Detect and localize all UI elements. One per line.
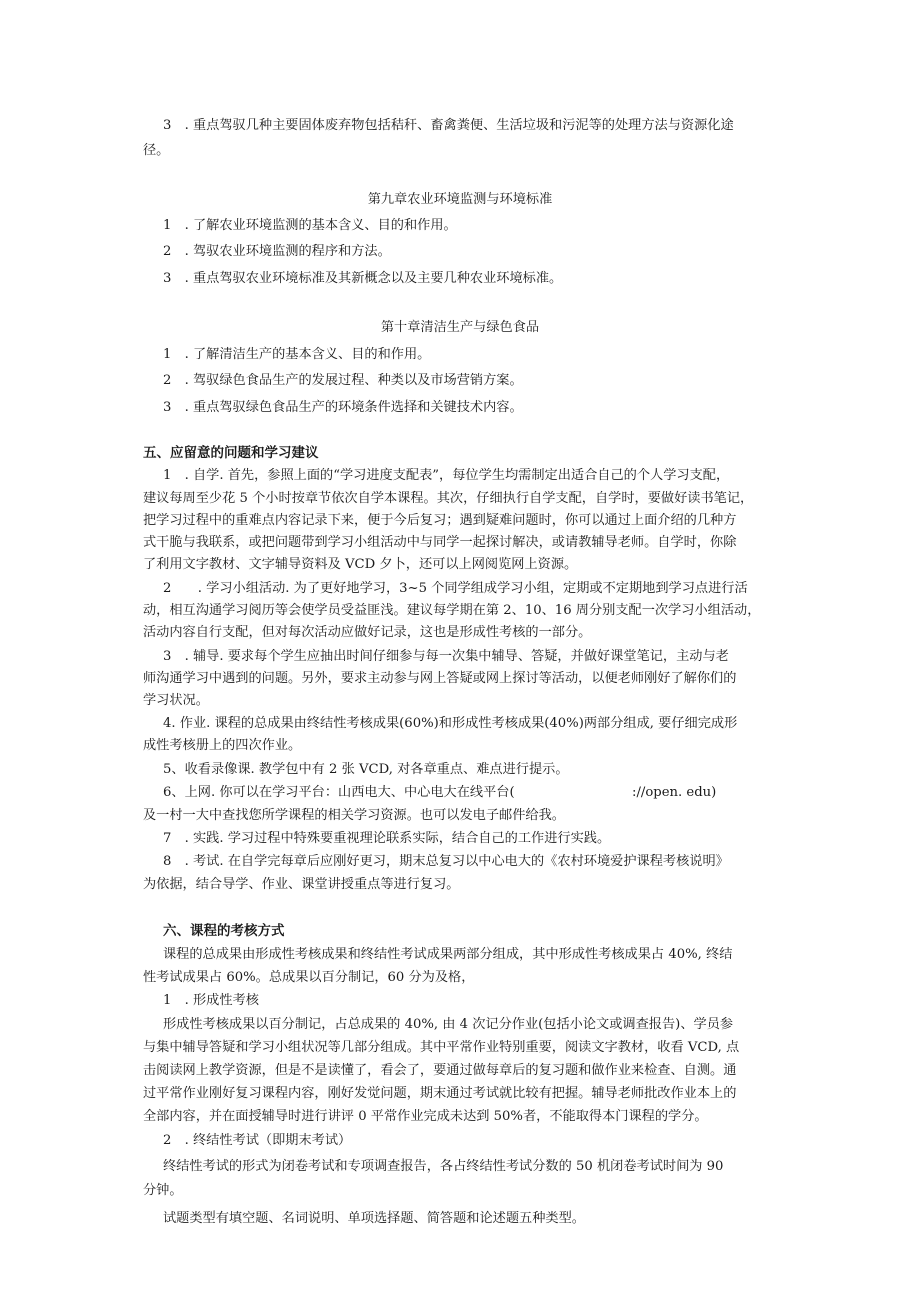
- sec5-p3-line3: 学习状况。: [143, 693, 209, 708]
- sec5-p8-line1: 8 . 考试. 在自学完每章后应刚好更习，期末总复习以中心电大的《农村环境爱护课程考核说明》: [163, 854, 729, 869]
- sec5-p1-line5: 了利用文字教材、文字辅导资料及 VCD 夕卜，还可以上网阅览网上资源。: [143, 557, 578, 572]
- sec5-heading: 五、应留意的问题和学习建议: [143, 445, 319, 461]
- sec5-p3-line1: 3 . 辅导. 要求每个学生应抽出时间仔细参与每一次集中辅导、答疑，并做好课堂笔记，主动与老: [163, 649, 729, 664]
- ch9-title: 第九章农业环境监测与环境标准: [367, 192, 553, 207]
- sec5-p1-line3: 把学习过程中的重难点内容记录下来，便于今后复习；遇到疑难问题时，你可以通过上面介绍的几种方: [143, 513, 737, 528]
- sec6-sub2-line1: 终结性考试的形式为闭卷考试和专项调查报告，各占终结性考试分数的 50 机闭卷考试时间为 90: [163, 1159, 724, 1174]
- sec6-sub2-line2: 分钟。: [143, 1183, 183, 1198]
- ch9-item2: 2 . 驾驭农业环境监测的程序和方法。: [163, 244, 391, 259]
- sec5-p7-line1: 7 . 实践. 学习过程中特殊要重视理论联系实际，结合自己的工作进行实践。: [163, 831, 611, 846]
- sec5-p4-line1: 4. 作业. 课程的总成果由终结性考核成果(60%)和形成性考核成果(40%)两部分组成, 要仔细完成形: [163, 716, 738, 731]
- ch8-item3-line1: 3 . 重点驾驭几种主要固体废弃物包括秸秆、畜禽粪便、生活垃圾和污泥等的处理方法与资源化途: [163, 118, 734, 133]
- sec5-p2-line3: 活动内容自行支配，但对每次活动应做好记录，这也是形成性考核的一部分。: [143, 625, 592, 640]
- ch10-item1: 1 . 了解清洁生产的基本含义、目的和作用。: [163, 347, 431, 362]
- ch10-title: 第十章清洁生产与绿色食品: [380, 320, 540, 335]
- sec5-p5-line1: 5、收看录像课. 教学包中有 2 张 VCD, 对各章重点、难点进行提示。: [163, 762, 569, 777]
- sec6-heading: 六、课程的考核方式: [163, 923, 285, 939]
- ch10-item2: 2 . 驾驭绿色食品生产的发展过程、种类以及市场营销方案。: [163, 373, 523, 388]
- sec6-sub1-line1: 形成性考核成果以百分制记，占总成果的 40%, 由 4 次记分作业(包括小论文或调查报告)、学员参: [163, 1017, 734, 1032]
- sec5-p6-line2: 及一村一大中查找您所学课程的相关学习资源。也可以发电子邮件给我。: [143, 808, 565, 823]
- sec5-p4-line2: 成性考核册上的四次作业。: [143, 738, 302, 753]
- sec6-sub1-line4: 过平常作业刚好复习课程内容，刚好发觉问题，期末通过考试就比较有把握。辅导老师批改作业本上的: [143, 1086, 737, 1101]
- sec5-p1-line4: 式干脆与我联系，或把问题带到学习小组活动中与同学一起探讨解决，或请教辅导老师。自学时，你除: [143, 535, 737, 550]
- sec5-p1-line2: 建议每周至少花 5 个小时按章节依次自学本课程。其次，仔细执行自学支配，自学时，要做好读书笔记，: [143, 491, 754, 506]
- sec5-p8-line2: 为依据，结合导学、作业、课堂讲授重点等进行复习。: [143, 877, 460, 892]
- sec5-p2-line2: 动，相互沟通学习阅历等会使学员受益匪浅。建议每学期在第 2、10、16 周分别支配一次学习小组活动，: [143, 603, 761, 618]
- sec6-sub1-line3: 击阅读网上教学资源，但是不是读懂了，看会了，要通过做每章后的复习题和做作业来检查、自测。通: [143, 1063, 737, 1078]
- sec6-sub1-line5: 全部内容，并在面授辅导时进行讲评 0 平常作业完成未达到 50%者，不能取得本门课程的学分。: [143, 1109, 708, 1124]
- sec5-p1-line1: 1 . 自学. 首先，参照上面的“学习进度支配表”，每位学生均需制定出适合自己的个人学习支配，: [163, 468, 730, 483]
- ch9-item3: 3 . 重点驾驭农业环境标准及其新概念以及主要几种农业环境标准。: [163, 271, 563, 286]
- sec6-intro-line1: 课程的总成果由形成性考核成果和终结性考试成果两部分组成，其中形成性考核成果占 40%, 终结: [163, 947, 733, 962]
- sec5-p2-line1: 2 . 学习小组活动. 为了更好地学习，3~5 个同学组成学习小组，定期或不定期地到学习点进行活: [163, 581, 748, 596]
- sec6-sub2-line3: 试题类型有填空题、名词说明、单项选择题、简答题和论述题五种类型。: [163, 1211, 585, 1226]
- sec6-sub1-heading: 1 . 形成性考核: [163, 993, 259, 1008]
- sec6-sub1-line2: 与集中辅导答疑和学习小组状况等几部分组成。其中平常作业特别重要，阅读文字教材，收看 VCD, 点: [143, 1040, 740, 1055]
- sec6-sub2-heading: 2 . 终结性考试（即期末考试）: [163, 1133, 352, 1148]
- ch9-item1: 1 . 了解农业环境监测的基本含义、目的和作用。: [163, 218, 457, 233]
- sec5-p3-line2: 师沟通学习中遇到的问题。另外，要求主动参与网上答疑或网上探讨等活动，以便老师刚好了解你们的: [143, 671, 737, 686]
- ch10-item3: 3 . 重点驾驭绿色食品生产的环境条件选择和关键技术内容。: [163, 400, 523, 415]
- sec5-p6-url[interactable]: ://open. edu): [632, 785, 717, 800]
- sec6-intro-line2: 性考试成果占 60%。总成果以百分制记，60 分为及格，: [143, 970, 475, 985]
- ch8-item3-line2: 径。: [143, 143, 170, 158]
- sec5-p6-line1-a: 6、上网. 你可以在学习平台：山西电大、中心电大在线平台(: [163, 785, 515, 800]
